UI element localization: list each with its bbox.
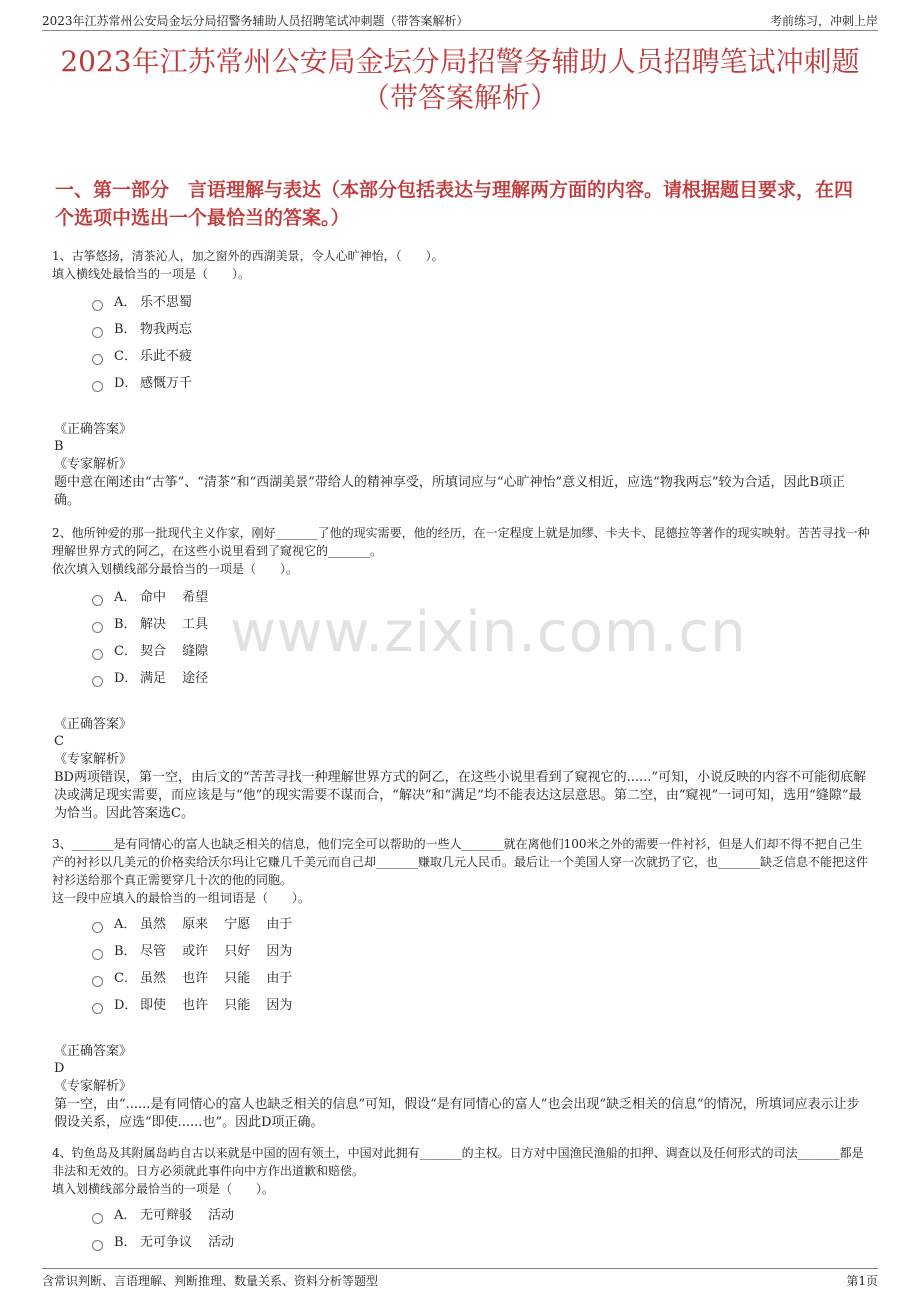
option-text: 虽然 也许 只能 由于 <box>140 971 293 986</box>
option-letter: A． <box>114 295 137 310</box>
radio-icon[interactable] <box>92 1240 103 1251</box>
option-letter: A． <box>114 917 137 932</box>
question-prompt: 填入横线处最恰当的一项是（ ）。 <box>52 267 251 281</box>
option-c[interactable] <box>92 638 870 665</box>
answer-label: 《正确答案》 <box>54 1044 133 1059</box>
answer-label: 《正确答案》 <box>54 717 133 732</box>
footer-note: 含常识判断、言语理解、判断推理、数量关系、资料分析等题型 <box>42 1274 379 1288</box>
explanation-label: 《专家解析》 <box>54 752 133 767</box>
radio-icon[interactable] <box>92 381 103 392</box>
question-stem: 2、他所钟爱的那一批现代主义作家，刚好_______了他的现实需要，他的经历，在一定程度上就是加缪、卡夫卡、昆德拉等著作的现实映射。苦苦寻找一种理解世界方式的阿乙，在这些小说里看到了窥视它的_______。 <box>52 526 870 558</box>
option-a[interactable] <box>92 911 870 938</box>
question-stem: 4、钓鱼岛及其附属岛屿自古以来就是中国的固有领土，中国对此拥有_______的主权。日方对中国渔民渔船的扣押、调查以及任何形式的司法_______都是非法和无效的。日方必须就此事件向中方作出道歉和赔偿。 <box>52 1146 864 1178</box>
radio-icon[interactable] <box>92 354 103 365</box>
radio-icon[interactable] <box>92 327 103 338</box>
option-d[interactable] <box>92 992 870 1019</box>
radio-icon[interactable] <box>92 976 103 987</box>
explanation-text: BD两项错误，第一空，由后文的“苦苦寻找一种理解世界方式的阿乙，在这些小说里看到了窥视它的......”可知，小说反映的内容不可能彻底解决或满足现实需要，而应该是与“他”的现实需要不谋而合，“解决”和“满足”均不能表达这层意思。第二空，由“窥视”一词可知，选用“缝隙”最为恰当。因此答案选C。 <box>54 770 867 821</box>
option-text: 契合 缝隙 <box>140 644 209 659</box>
option-a[interactable] <box>92 1202 870 1229</box>
option-letter: A． <box>114 1208 137 1223</box>
question-2 <box>52 524 870 823</box>
question-list <box>52 247 870 1256</box>
option-a[interactable] <box>92 584 870 611</box>
option-a[interactable] <box>92 289 870 316</box>
option-c[interactable] <box>92 343 870 370</box>
answer-value: D <box>54 1061 65 1076</box>
page-number: 第1页 <box>846 1274 878 1288</box>
question-stem: 3、_______是有同情心的富人也缺乏相关的信息，他们完全可以帮助的一些人_______就在离他们100米之外的需要一件衬衫，但是人们却不得不把自己生产的衬衫以几美元的价格卖给沃尔玛让它赚几千美元而自己却_______赚取几元人民币。最后让一个美国人穿一次就扔了它，也_______缺乏信息不能把这件衬衫送给那个真正需要穿几十次的他的同胞。 <box>52 837 869 887</box>
running-header <box>42 10 878 31</box>
option-text: 无可辩驳 活动 <box>140 1208 235 1223</box>
option-text: 物我两忘 <box>140 322 193 337</box>
explanation-label: 《专家解析》 <box>54 457 133 472</box>
explanation-text: 第一空，由“......是有同情心的富人也缺乏相关的信息”可知，假设“是有同情心的富人”也会出现“缺乏相关的信息”的情况，所填词应表示让步假设关系，应选“即使......也”。因此D项正确。 <box>54 1097 860 1130</box>
option-letter: C． <box>114 349 137 364</box>
option-letter: B． <box>114 617 137 632</box>
option-d[interactable] <box>92 665 870 692</box>
answer-label: 《正确答案》 <box>54 422 133 437</box>
option-b[interactable] <box>92 611 870 638</box>
option-text: 无可争议 活动 <box>140 1235 235 1250</box>
radio-icon[interactable] <box>92 300 103 311</box>
radio-icon[interactable] <box>92 595 103 606</box>
option-text: 乐不思蜀 <box>140 295 193 310</box>
question-prompt: 这一段中应填入的最恰当的一组词语是（ ）。 <box>52 891 311 905</box>
question-1 <box>52 247 870 510</box>
option-list <box>52 584 870 692</box>
option-b[interactable] <box>92 1229 870 1256</box>
question-prompt: 填入划横线部分最恰当的一项是（ ）。 <box>52 1182 275 1196</box>
option-c[interactable] <box>92 965 870 992</box>
watermark: www.zixin.com.cn <box>230 600 747 665</box>
question-3 <box>52 835 870 1132</box>
radio-icon[interactable] <box>92 1003 103 1014</box>
option-letter: D． <box>114 376 138 391</box>
answer-value: B <box>54 439 64 454</box>
radio-icon[interactable] <box>92 949 103 960</box>
option-letter: B． <box>114 944 137 959</box>
answer-value: C <box>54 734 64 749</box>
option-text: 尽管 或许 只好 因为 <box>140 944 293 959</box>
explanation-label: 《专家解析》 <box>54 1079 133 1094</box>
radio-icon[interactable] <box>92 622 103 633</box>
option-letter: D． <box>114 671 138 686</box>
option-letter: D． <box>114 998 138 1013</box>
header-slogan: 考前练习，冲刺上岸 <box>769 14 878 28</box>
question-4 <box>52 1144 870 1256</box>
option-b[interactable] <box>92 316 870 343</box>
option-letter: A． <box>114 590 137 605</box>
section-heading: 一、第一部分 言语理解与表达（本部分包括表达与理解两方面的内容。请根据题目要求，在四个选项中选出一个最恰当的答案。） <box>55 179 854 229</box>
document-title: 2023年江苏常州公安局金坛分局招警务辅助人员招聘笔试冲刺题（带答案解析） <box>60 45 860 114</box>
radio-icon[interactable] <box>92 649 103 660</box>
option-text: 解决 工具 <box>140 617 209 632</box>
option-text: 即使 也许 只能 因为 <box>140 998 293 1013</box>
option-list <box>52 289 870 397</box>
header-title: 2023年江苏常州公安局金坛分局招警务辅助人员招聘笔试冲刺题（带答案解析） <box>42 14 469 28</box>
option-list <box>52 911 870 1019</box>
option-letter: C． <box>114 971 137 986</box>
radio-icon[interactable] <box>92 922 103 933</box>
option-text: 命中 希望 <box>140 590 209 605</box>
option-text: 满足 途径 <box>140 671 209 686</box>
option-text: 虽然 原来 宁愿 由于 <box>140 917 293 932</box>
option-text: 感慨万千 <box>140 376 193 391</box>
option-list <box>52 1202 870 1256</box>
option-letter: C． <box>114 644 137 659</box>
radio-icon[interactable] <box>92 1213 103 1224</box>
radio-icon[interactable] <box>92 676 103 687</box>
option-letter: B． <box>114 322 137 337</box>
question-prompt: 依次填入划横线部分最恰当的一项是（ ）。 <box>52 562 299 576</box>
option-d[interactable] <box>92 370 870 397</box>
option-letter: B． <box>114 1235 137 1250</box>
running-footer <box>42 1268 878 1289</box>
question-stem: 1、古筝悠扬，清茶沁人，加之窗外的西湖美景，令人心旷神怡，（ ）。 <box>52 249 444 263</box>
option-b[interactable] <box>92 938 870 965</box>
explanation-text: 题中意在阐述由“古筝”、“清茶”和“西湖美景”带给人的精神享受，所填词应与“心旷神怡”意义相近，应选“物我两忘”较为合适，因此B项正确。 <box>54 475 846 508</box>
option-text: 乐此不疲 <box>140 349 193 364</box>
